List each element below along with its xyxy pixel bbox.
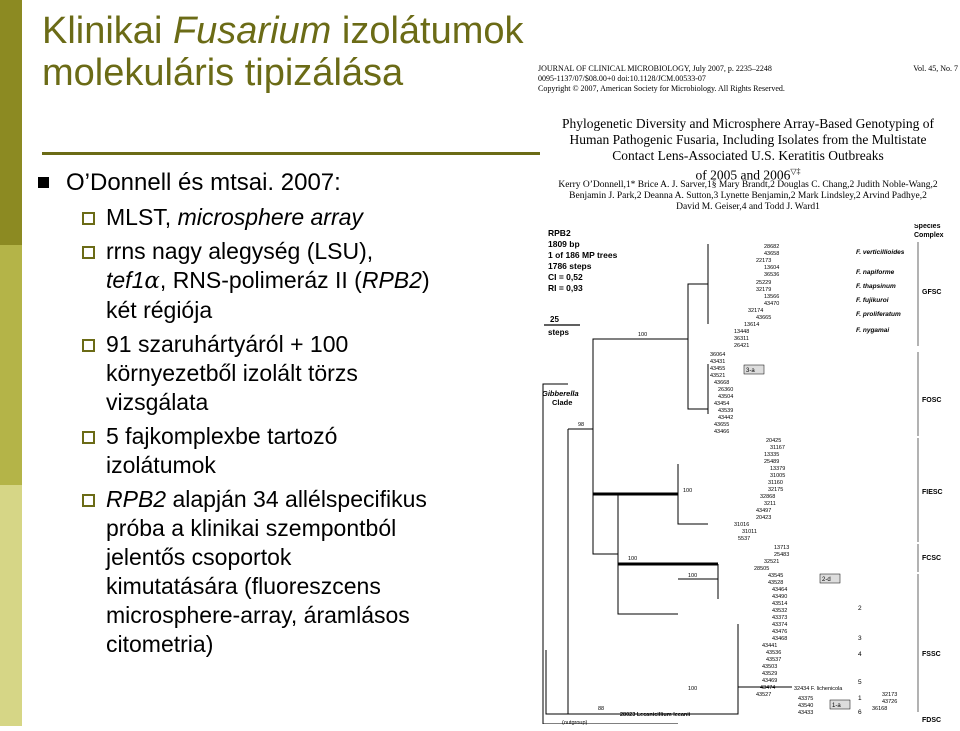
taxon-label: 25483 bbox=[774, 552, 790, 558]
bootstrap-value: 100 bbox=[688, 573, 698, 579]
bullet-text-italic: tef1 bbox=[106, 267, 145, 293]
taxon-label: 43665 bbox=[756, 315, 772, 321]
hollow-square-bullet-icon bbox=[82, 246, 95, 259]
complex-label: GFSC bbox=[922, 289, 942, 296]
taxon-label: 43466 bbox=[714, 429, 730, 435]
bullet-text: izolátumok bbox=[106, 452, 216, 478]
taxon-label: 31011 bbox=[742, 529, 757, 535]
taxon-label: 36311 bbox=[734, 336, 749, 342]
taxa-fiesc bbox=[734, 438, 785, 542]
clade-label: Clade bbox=[552, 398, 573, 407]
taxon-label: 43455 bbox=[710, 366, 726, 372]
taxon-label: 43540 bbox=[798, 703, 814, 709]
outgroup-label: (outgroup) bbox=[562, 720, 588, 726]
group-number: 3 bbox=[858, 635, 862, 642]
taxon-label: 31167 bbox=[770, 445, 785, 451]
taxon-label: 43431 bbox=[710, 359, 726, 365]
title-text: izolátumok bbox=[331, 10, 524, 52]
journal-volume: Vol. 45, No. 7 bbox=[913, 64, 958, 73]
bullet-square-icon bbox=[38, 177, 49, 188]
paper-title-sup: ▽‡ bbox=[790, 167, 801, 176]
branch bbox=[593, 349, 618, 554]
taxon-label: 28505 bbox=[754, 566, 770, 572]
bootstrap-value: 100 bbox=[688, 686, 698, 692]
taxon-label: 43504 bbox=[718, 394, 734, 400]
taxon-label: 22173 bbox=[756, 258, 772, 264]
bullet-text-italic: microsphere array bbox=[177, 204, 363, 230]
complex-label: FOSC bbox=[922, 397, 942, 404]
stat-line: 1809 bp bbox=[548, 239, 580, 249]
taxon-label: 20425 bbox=[766, 438, 782, 444]
bullet-text: környezetből izolált törzs bbox=[106, 360, 358, 386]
taxon-label: 25489 bbox=[764, 459, 780, 465]
hollow-square-bullet-icon bbox=[82, 339, 95, 352]
authors-line: Kerry O’Donnell,1* Brice A. J. Sarver,1§ Mary Brandt,2 Douglas C. Chang,2 Judith Noble-Wang,2 bbox=[558, 180, 938, 190]
scale-bar bbox=[544, 315, 580, 337]
taxon-label: 26360 bbox=[718, 387, 734, 393]
phylogenetic-tree-figure bbox=[538, 224, 958, 724]
taxon-label: 13566 bbox=[764, 294, 780, 300]
journal-header bbox=[538, 64, 958, 94]
taxon-label: 43373 bbox=[772, 615, 788, 621]
taxon-label: 43468 bbox=[772, 636, 788, 642]
paper-title-line: Human Pathogenic Fusaria, Including Isolates from the Multistate bbox=[569, 132, 927, 147]
bullet-text: alapján 34 allélspecifikus bbox=[166, 486, 427, 512]
sub-bullet bbox=[36, 203, 526, 232]
bootstrap-value: 100 bbox=[638, 332, 648, 338]
taxon-label: 43490 bbox=[772, 594, 788, 600]
bootstrap-value: 88 bbox=[598, 706, 605, 712]
taxon-label: 13614 bbox=[744, 322, 760, 328]
taxon-label: 43529 bbox=[762, 671, 778, 677]
tree-footer-figure bbox=[538, 650, 958, 726]
taxon-label: 43470 bbox=[764, 301, 780, 307]
title-italic: Fusarium bbox=[172, 10, 332, 52]
species-label: F. verticillioides bbox=[856, 249, 905, 256]
sub-bullet bbox=[36, 485, 526, 659]
slide-title-line-2: molekuláris tipizálása bbox=[42, 52, 404, 94]
outgroup-taxon: 28023 Lecanicillium lecanii bbox=[620, 712, 691, 718]
bullet-text: citometria) bbox=[106, 631, 214, 657]
taxon-label: 31160 bbox=[768, 480, 783, 486]
taxon-label: 32868 bbox=[760, 494, 776, 500]
branch bbox=[568, 339, 688, 429]
taxon-label: 43474 bbox=[760, 685, 776, 691]
accent-bar-mid bbox=[0, 245, 22, 485]
taxon-label: 43497 bbox=[756, 508, 772, 514]
taxon-label: 43655 bbox=[714, 422, 730, 428]
taxon-label: 43374 bbox=[772, 622, 788, 628]
bootstrap-value: 100 bbox=[628, 556, 638, 562]
sub-bullet bbox=[36, 422, 526, 480]
taxon-label: 3211 bbox=[764, 501, 776, 507]
scale-value: 25 bbox=[550, 315, 559, 324]
taxon-label: 43532 bbox=[772, 608, 788, 614]
complex-label: FDSC bbox=[922, 717, 942, 724]
paper-excerpt bbox=[538, 64, 958, 724]
taxon-label: 32179 bbox=[756, 287, 772, 293]
taxon-label: 43514 bbox=[772, 601, 788, 607]
taxon-label: 43454 bbox=[714, 401, 730, 407]
main-bullet-text: O’Donnell és mtsai. 2007: bbox=[66, 169, 341, 196]
slide-title-line-1 bbox=[42, 10, 642, 52]
taxon-label: 43469 bbox=[762, 678, 778, 684]
group-number: 2 bbox=[858, 605, 862, 612]
sub-bullet bbox=[36, 330, 526, 417]
group-number: 5 bbox=[858, 679, 862, 686]
group-box-label: 3-a bbox=[746, 368, 755, 374]
taxon-label: 36168 bbox=[872, 706, 888, 712]
branch bbox=[678, 464, 708, 524]
clade-label: Gibberella bbox=[542, 389, 579, 398]
taxon-label: 43658 bbox=[764, 251, 780, 257]
stat-line: RPB2 bbox=[548, 228, 571, 238]
accent-bar-dark bbox=[0, 0, 22, 245]
taxon-label: 13335 bbox=[764, 452, 780, 458]
branch bbox=[678, 564, 718, 599]
taxon-label: 36536 bbox=[764, 272, 780, 278]
tree-header: Complex bbox=[914, 232, 944, 239]
taxon-label: 31005 bbox=[770, 473, 786, 479]
taxon-label: 32174 bbox=[748, 308, 764, 314]
taxa-gfsc bbox=[734, 244, 779, 349]
title-divider bbox=[42, 152, 540, 155]
taxa-fosc bbox=[710, 352, 733, 435]
bullet-text-italic: RPB2 bbox=[361, 267, 422, 293]
taxon-label: 43545 bbox=[768, 573, 784, 579]
bullet-text: , RNS-polimeráz II ( bbox=[159, 267, 362, 293]
taxon-label: 32434 F. lichenicola bbox=[794, 686, 843, 692]
branch bbox=[688, 284, 708, 409]
hollow-square-bullet-icon bbox=[82, 212, 95, 225]
tree-footer bbox=[538, 650, 958, 726]
taxon-label: 36064 bbox=[710, 352, 726, 358]
taxon-label: 31016 bbox=[734, 522, 750, 528]
complex-label: FCSC bbox=[922, 555, 942, 562]
bullet-text: ) bbox=[421, 267, 430, 293]
tree-stats bbox=[548, 228, 618, 293]
paper-title-line: Contact Lens-Associated U.S. Keratitis Outbreaks bbox=[612, 148, 884, 163]
bullet-text: microsphere-array, áramlásos bbox=[106, 602, 410, 628]
bullet-text: 91 szaruhártyáról + 100 bbox=[106, 331, 349, 357]
complex-label: FSSC bbox=[922, 651, 941, 658]
bullet-text: vizsgálata bbox=[106, 389, 209, 415]
bullet-text: kimutatására (fluoreszcens bbox=[106, 573, 381, 599]
authors-line: David M. Geiser,4 and Todd J. Ward1 bbox=[676, 202, 820, 212]
paper-title bbox=[548, 116, 948, 184]
stat-line: 1786 steps bbox=[548, 261, 592, 271]
stat-line: 1 of 186 MP trees bbox=[548, 250, 618, 260]
paper-authors bbox=[546, 180, 950, 213]
taxon-label: 13379 bbox=[770, 466, 786, 472]
species-label: F. nygamai bbox=[856, 327, 890, 334]
species-label: F. thapsinum bbox=[856, 283, 896, 290]
taxa-fcsc bbox=[754, 545, 789, 572]
taxon-label: 32173 bbox=[882, 692, 898, 698]
taxon-label: 5537 bbox=[738, 536, 751, 542]
taxon-label: 43503 bbox=[762, 664, 778, 670]
taxon-label: 43527 bbox=[756, 692, 772, 698]
bootstrap-value: 98 bbox=[578, 422, 585, 428]
species-label: F. napiforme bbox=[856, 269, 895, 276]
taxon-label: 43442 bbox=[718, 415, 734, 421]
paper-title-line: Phylogenetic Diversity and Microsphere Array-Based Genotyping of bbox=[562, 116, 934, 131]
complex-label: FIESC bbox=[922, 489, 943, 496]
journal-line: Copyright © 2007, American Society for Microbiology. All Rights Reserved. bbox=[538, 84, 785, 93]
hollow-square-bullet-icon bbox=[82, 494, 95, 507]
journal-line: JOURNAL OF CLINICAL MICROBIOLOGY, July 2007, p. 2235–2248 bbox=[538, 64, 772, 73]
bullet-text: MLST, bbox=[106, 204, 178, 230]
bootstrap-value: 100 bbox=[683, 488, 693, 494]
taxon-label: 43476 bbox=[772, 629, 788, 635]
journal-line: 0095-1137/07/$08.00+0 doi:10.1128/JCM.00533-07 bbox=[538, 74, 706, 83]
authors-line: Benjamin J. Park,2 Deanna A. Sutton,3 Lynette Benjamin,2 Mark Lindsley,2 Arvind Padhye,2 bbox=[569, 191, 927, 201]
stat-line: RI = 0,93 bbox=[548, 283, 583, 293]
group-number: 4 bbox=[858, 651, 862, 658]
taxon-label: 43441 bbox=[762, 643, 778, 649]
species-labels bbox=[856, 249, 905, 334]
branch bbox=[546, 650, 618, 714]
taxon-label: 25229 bbox=[756, 280, 772, 286]
taxon-label: 13448 bbox=[734, 329, 750, 335]
branch bbox=[618, 494, 678, 614]
title-text: Klinikai bbox=[42, 10, 173, 52]
tree-header: Species bbox=[914, 224, 941, 230]
bullet-text-italic: RPB2 bbox=[106, 486, 167, 512]
taxon-label: 20423 bbox=[756, 515, 772, 521]
taxon-label: 13713 bbox=[774, 545, 790, 551]
group-box-label: 2-d bbox=[822, 577, 831, 583]
paper-title-text: of 2005 and 2006 bbox=[695, 167, 791, 183]
bullet-list bbox=[36, 168, 526, 659]
species-label: F. proliferatum bbox=[856, 311, 901, 318]
sub-bullet bbox=[36, 237, 526, 325]
stat-line: CI = 0,52 bbox=[548, 272, 583, 282]
taxon-label: 43375 bbox=[798, 696, 814, 702]
bullet-text: 5 fajkomplexbe tartozó bbox=[106, 423, 338, 449]
taxon-label: 32175 bbox=[768, 487, 784, 493]
alpha-symbol: α bbox=[144, 268, 160, 294]
accent-bar-light bbox=[0, 485, 22, 726]
taxon-label: 43726 bbox=[882, 699, 898, 705]
main-bullet bbox=[36, 168, 526, 198]
bullet-text: rrns nagy alegység (LSU), bbox=[106, 238, 374, 264]
bullet-text: két régiója bbox=[106, 297, 213, 323]
scale-unit: steps bbox=[548, 328, 569, 337]
taxon-label: 43668 bbox=[714, 380, 730, 386]
taxon-label: 26421 bbox=[734, 343, 750, 349]
taxon-label: 43528 bbox=[768, 580, 784, 586]
taxon-label: 43539 bbox=[718, 408, 734, 414]
group-number: 1 bbox=[858, 695, 862, 702]
taxon-label: 43537 bbox=[766, 657, 782, 663]
taxon-label: 43433 bbox=[798, 710, 814, 716]
branch bbox=[738, 650, 792, 687]
species-label: F. fujikuroi bbox=[856, 297, 889, 304]
taxon-label: 43464 bbox=[772, 587, 788, 593]
taxon-label: 43536 bbox=[766, 650, 782, 656]
bullet-text: jelentős csoportok bbox=[106, 544, 292, 570]
bullet-text: próba a klinikai szempontból bbox=[106, 515, 397, 541]
group-box-label: 1-a bbox=[832, 703, 841, 709]
taxon-label: 13604 bbox=[764, 265, 780, 271]
taxon-label: 43521 bbox=[710, 373, 726, 379]
hollow-square-bullet-icon bbox=[82, 431, 95, 444]
taxon-label: 32521 bbox=[764, 559, 780, 565]
group-number: 6 bbox=[858, 709, 862, 716]
left-accent-bar bbox=[0, 0, 22, 726]
taxon-label: 28682 bbox=[764, 244, 780, 250]
